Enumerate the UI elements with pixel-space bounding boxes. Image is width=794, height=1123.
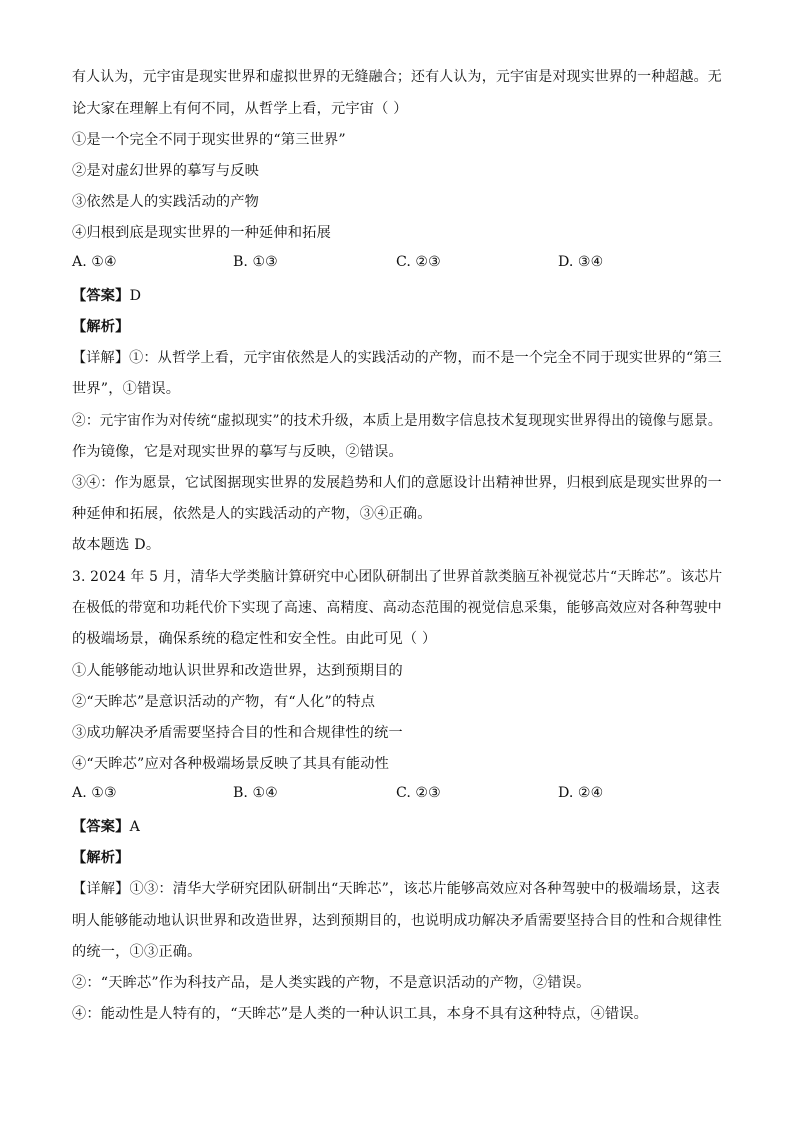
q3-option-a: A. ①③	[72, 785, 117, 801]
q2-detail-line-6: 种延伸和拓展，依然是人的实践活动的产物，③④正确。	[72, 506, 432, 522]
q2-option-c: C. ②③	[396, 254, 441, 270]
q2-stem-line-1: 有人认为，元宇宙是现实世界和虚拟世界的无缝融合；还有人认为，元宇宙是对现实世界的一种超越。无	[72, 69, 722, 85]
q2-detail-line-5: ③④：作为愿景，它试图据现实世界的发展趋势和人们的意愿设计出精神世界，归根到底是现实世界的一	[72, 475, 722, 491]
q3-stem-line-2: 在极低的带宽和功耗代价下实现了高速、高精度、高动态范围的视觉信息采集，能够高效应对各种驾驶中	[72, 600, 722, 616]
q2-answer-label: 【答案】	[72, 288, 130, 304]
q2-answer-value: D	[129, 288, 142, 304]
q2-detail-line-4: 作为镜像，它是对现实世界的摹写与反映，②错误。	[72, 444, 403, 460]
q3-detail-line-4: ②：“天眸芯”作为科技产品，是人类实践的产物，不是意识活动的产物，②错误。	[72, 975, 591, 991]
q3-analysis-label: 【解析】	[72, 850, 130, 866]
q3-detail-line-3: 的统一，①③正确。	[72, 944, 202, 960]
q3-statement-1: ①人能够能动地认识世界和改造世界，达到预期目的	[72, 663, 403, 679]
q3-statement-4: ④“天眸芯”应对各种极端场景反映了其具有能动性	[72, 756, 390, 772]
q3-option-d: D. ②④	[558, 785, 604, 801]
q2-detail-line-3: ②：元宇宙作为对传统“虚拟现实”的技术升级，本质上是用数字信息技术复现现实世界得出的镜像与愿景。	[72, 413, 722, 429]
q3-statement-2: ②“天眸芯”是意识活动的产物，有“人化”的特点	[72, 694, 376, 710]
q3-statement-3: ③成功解决矛盾需要坚持合目的性和合规律性的统一	[72, 725, 403, 741]
q2-detail-line-2: 世界”，①错误。	[72, 381, 181, 397]
q2-detail-line-7: 故本题选 D。	[72, 537, 161, 553]
q2-option-d: D. ③④	[558, 254, 604, 270]
q3-stem-line-3: 的极端场景，确保系统的稳定性和安全性。由此可见（ ）	[72, 631, 437, 647]
q2-answer	[72, 285, 141, 305]
q3-option-b: B. ①④	[233, 785, 278, 801]
q2-statement-1: ①是一个完全不同于现实世界的“第三世界”	[72, 132, 346, 148]
q2-stem-line-2: 论大家在理解上有何不同，从哲学上看，元宇宙（ ）	[72, 101, 408, 117]
q2-statement-3: ③依然是人的实践活动的产物	[72, 194, 260, 210]
q2-statement-4: ④归根到底是现实世界的一种延伸和拓展	[72, 225, 331, 241]
q2-statement-2: ②是对虚幻世界的摹写与反映	[72, 163, 260, 179]
q3-detail-line-5: ④：能动性是人特有的，“天眸芯”是人类的一种认识工具，本身不具有这种特点，④错误。	[72, 1006, 649, 1022]
q2-detail-line-1: 【详解】①：从哲学上看，元宇宙依然是人的实践活动的产物，而不是一个完全不同于现实世界的“第三	[72, 350, 722, 366]
q3-detail-line-2: 明人能够能动地认识世界和改造世界，达到预期目的，也说明成功解决矛盾需要坚持合目的性和合规律性	[72, 913, 722, 929]
q3-stem-line-1: 3. 2024 年 5 月，清华大学类脑计算研究中心团队研制出了世界首款类脑互补视觉芯片“天眸芯”。该芯片	[72, 569, 723, 585]
q2-option-b: B. ①③	[233, 254, 278, 270]
q3-answer	[72, 816, 140, 836]
q2-option-a: A. ①④	[72, 254, 117, 270]
q2-analysis-label: 【解析】	[72, 319, 130, 335]
q3-detail-line-1: 【详解】①③：清华大学研究团队研制出“天眸芯”，该芯片能够高效应对各种驾驶中的极端场景，这表	[72, 881, 720, 897]
q3-answer-label: 【答案】	[72, 819, 130, 835]
q3-answer-value: A	[129, 819, 141, 835]
q3-option-c: C. ②③	[396, 785, 441, 801]
